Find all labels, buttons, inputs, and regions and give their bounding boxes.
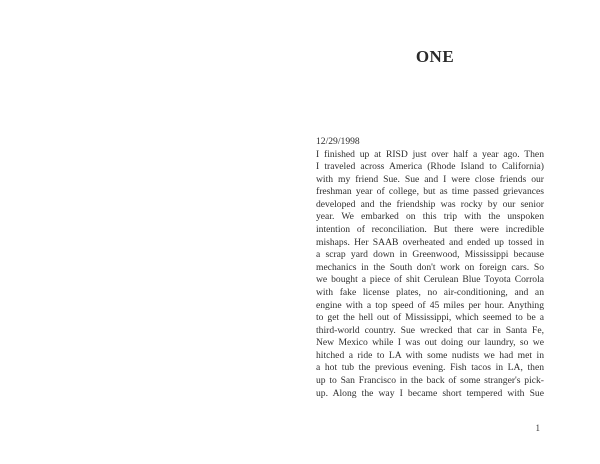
text-line: third-world country. Sue wrecked that car in Santa Fe,	[316, 324, 544, 336]
journal-entry	[316, 136, 544, 400]
chapter-title: ONE	[415, 47, 455, 66]
text-line: we bought a piece of shit Cerulean Blue Toyota Corrola	[316, 274, 544, 286]
text-line: intention of reconciliation. But there were incredible	[316, 224, 544, 236]
text-line: up. Along the way I became short tempered with Sue	[316, 387, 544, 399]
text-line: with fake license plates, no air-conditioning, and an	[316, 286, 544, 298]
text-line: I finished up at RISD just over half a year ago. Then	[316, 148, 544, 160]
text-line: mechanics in the South don't work on foreign cars. So	[316, 261, 544, 273]
entry-date: 12/29/1998	[316, 136, 360, 147]
text-line: hitched a ride to LA with some nudists we had met in	[316, 349, 544, 361]
text-line: to get the hell out of Mississippi, which seemed to be a	[316, 312, 544, 324]
text-line: a scrap yard down in Greenwood, Mississippi because	[316, 249, 544, 261]
text-line: freshman year of college, but as time passed grievances	[316, 186, 544, 198]
page-number: 1	[535, 423, 540, 433]
text-line: a hot tub the previous evening. Fish tacos in LA, then	[316, 362, 544, 374]
text-line: developed and the friendship was rocky by our senior	[316, 198, 544, 210]
text-line: year. We embarked on this trip with the unspoken	[316, 211, 544, 223]
text-line: up to San Francisco in the back of some stranger's pick-	[316, 374, 544, 386]
text-line: with my friend Sue. Sue and I were close friends our	[316, 173, 544, 185]
text-line: I traveled across America (Rhode Island to California)	[316, 161, 544, 173]
text-line: mishaps. Her SAAB overheated and ended up tossed in	[316, 236, 544, 248]
text-line: New Mexico while I was out doing our laundry, so we	[316, 337, 544, 349]
text-line: engine with a top speed of 45 miles per hour. Anything	[316, 299, 544, 311]
